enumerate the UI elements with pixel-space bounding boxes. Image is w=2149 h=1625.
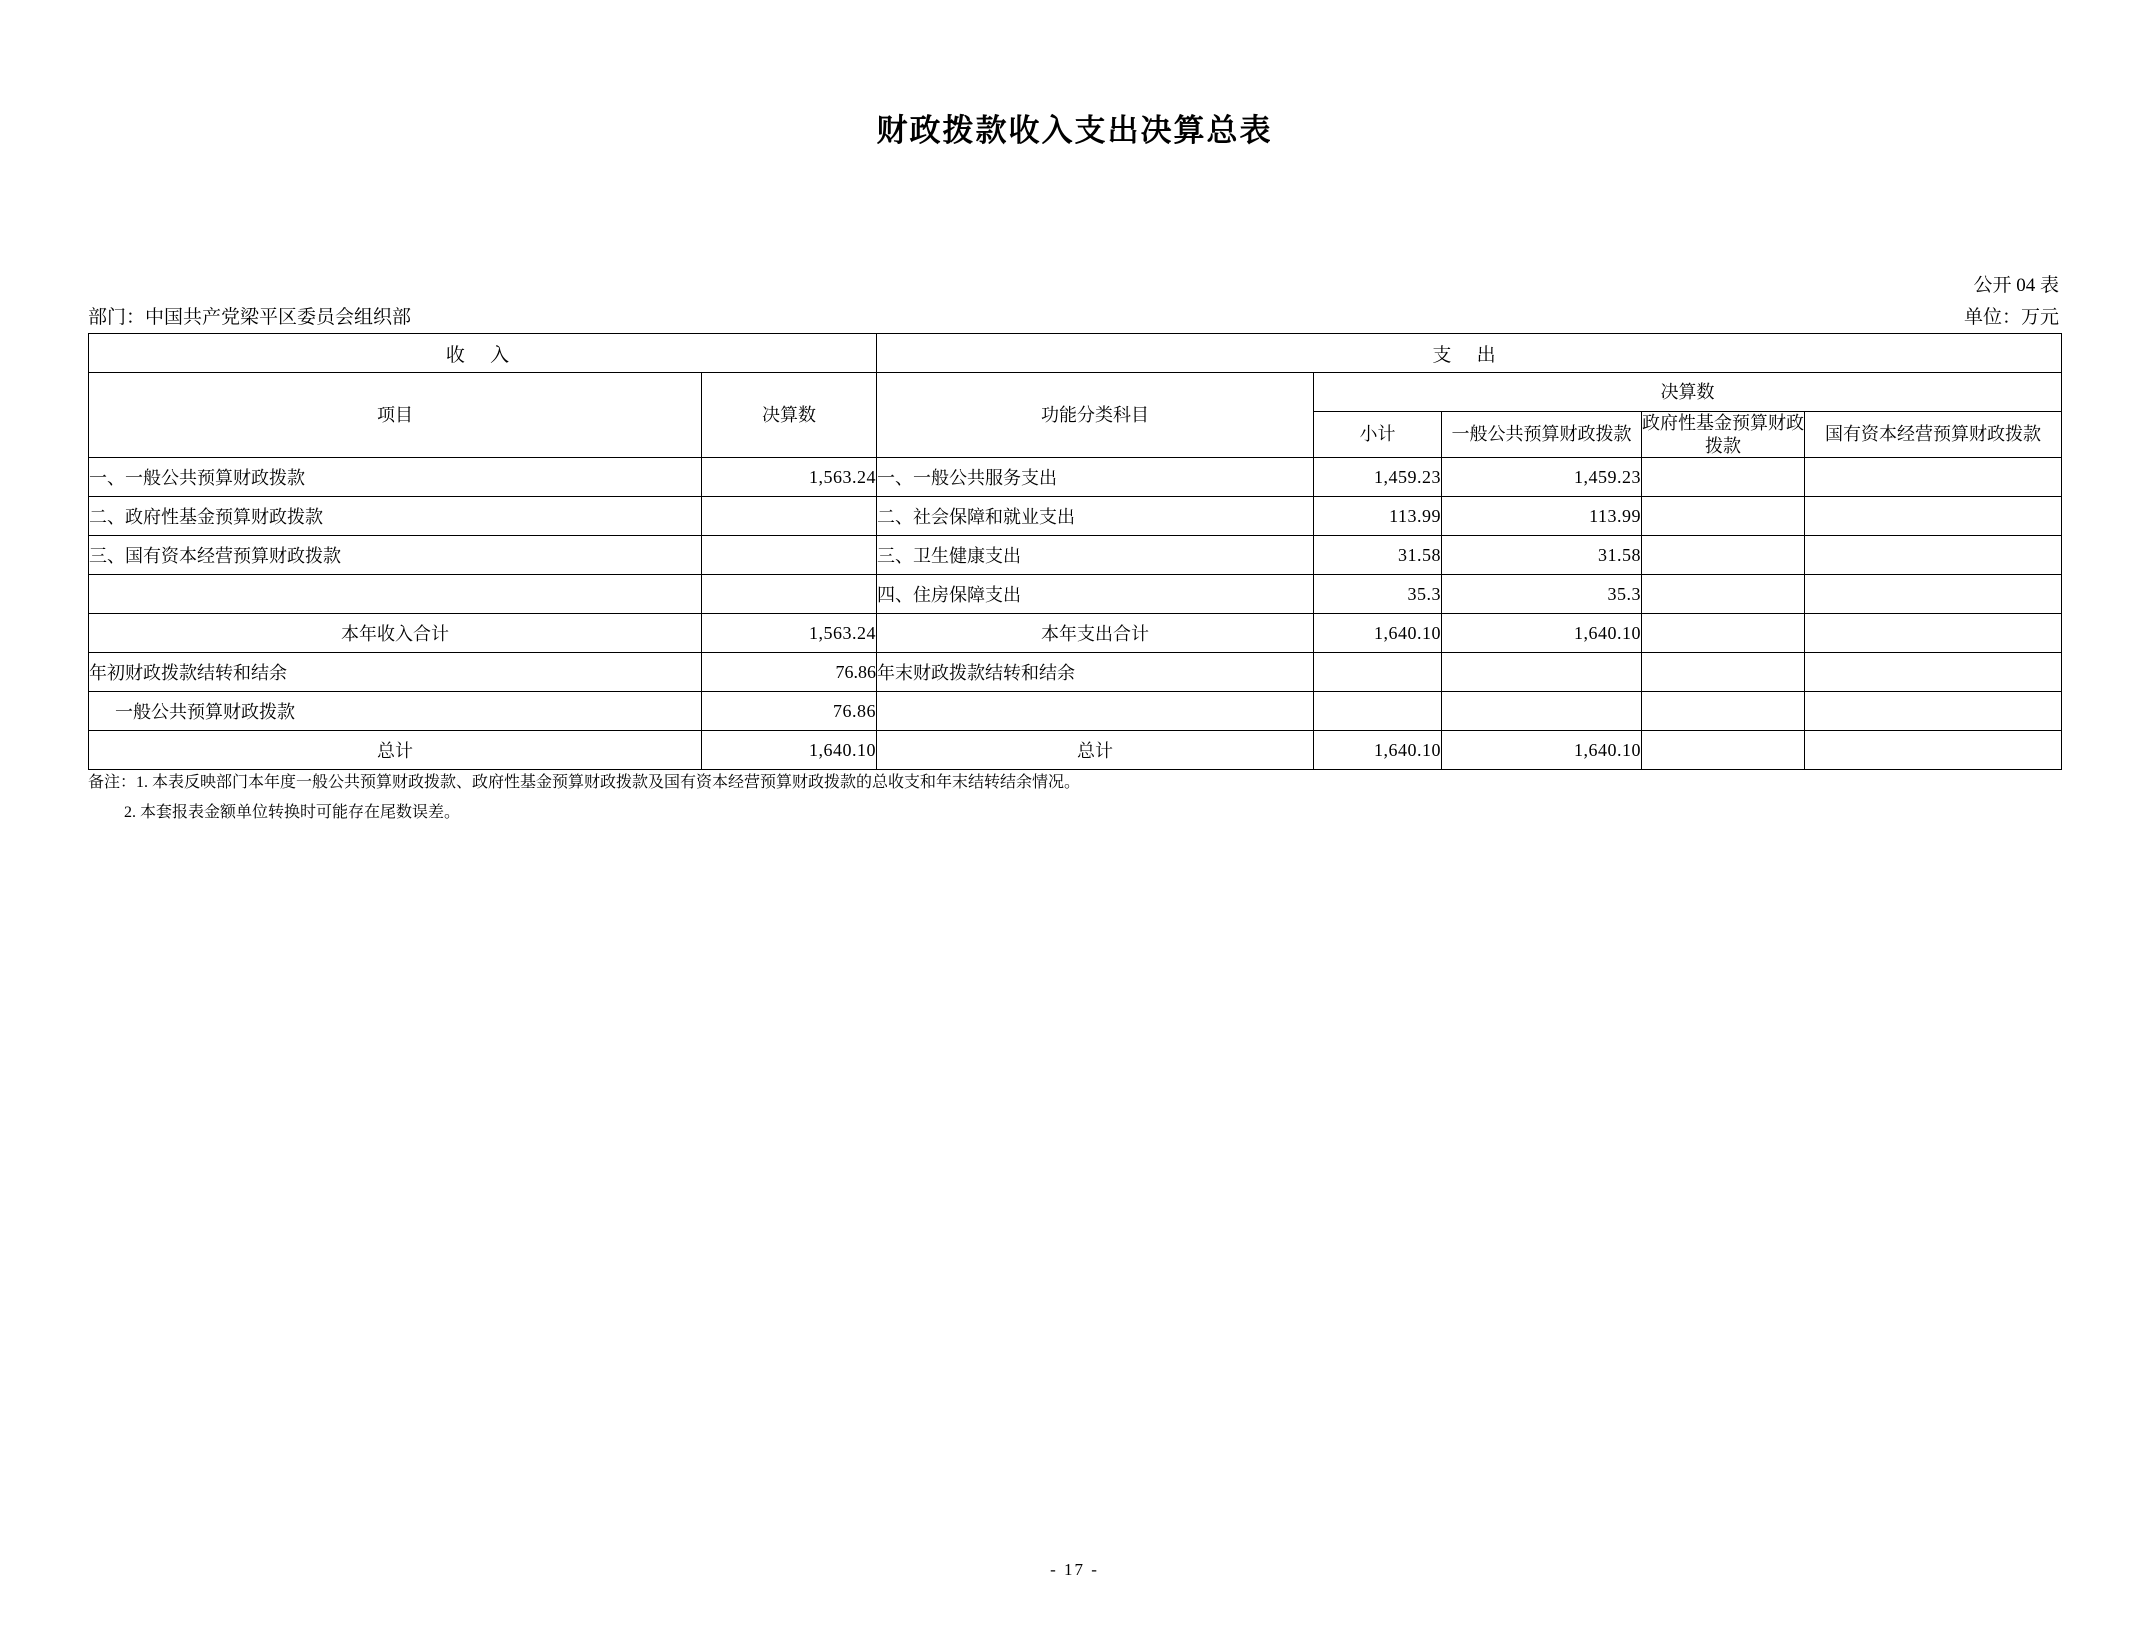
budget-table xyxy=(88,333,2062,770)
grand-total-expense-fund xyxy=(1642,731,1805,770)
table-row-grand-total xyxy=(89,731,2062,770)
carryover-end-general xyxy=(1442,653,1642,692)
expense-subtotal: 1,459.23 xyxy=(1314,458,1442,497)
income-label: 三、国有资本经营预算财政拨款 xyxy=(89,536,702,575)
expense-fund xyxy=(1642,497,1805,536)
table-row-carryover-detail xyxy=(89,692,2062,731)
expense-fund xyxy=(1642,575,1805,614)
grand-total-expense-general: 1,640.10 xyxy=(1442,731,1642,770)
table-row-total-year xyxy=(89,614,2062,653)
header-general-public-budget: 一般公共预算财政拨款 xyxy=(1442,412,1642,458)
expense-fund xyxy=(1642,458,1805,497)
income-value xyxy=(702,575,877,614)
header-expense-category: 功能分类科目 xyxy=(877,373,1314,458)
table-row xyxy=(89,575,2062,614)
expense-label: 二、社会保障和就业支出 xyxy=(877,497,1314,536)
grand-total-expense-capital xyxy=(1805,731,2062,770)
header-gov-fund-budget: 政府性基金预算财政拨款 xyxy=(1642,413,1804,456)
carryover-detail-label: 一般公共预算财政拨款 xyxy=(89,692,702,731)
expense-fund xyxy=(1642,536,1805,575)
year-expense-total-general: 1,640.10 xyxy=(1442,614,1642,653)
year-expense-total-capital xyxy=(1805,614,2062,653)
meta-row xyxy=(88,302,2059,329)
income-value xyxy=(702,497,877,536)
expense-capital xyxy=(1805,575,2062,614)
header-income-item: 项目 xyxy=(89,373,702,458)
table-row xyxy=(89,458,2062,497)
empty-cell xyxy=(1642,692,1805,731)
year-income-total-value: 1,563.24 xyxy=(702,614,877,653)
carryover-detail-value: 76.86 xyxy=(702,692,877,731)
expense-label: 四、住房保障支出 xyxy=(877,575,1314,614)
carryover-end-label: 年末财政拨款结转和结余 xyxy=(877,653,1314,692)
income-value: 1,563.24 xyxy=(702,458,877,497)
expense-general: 31.58 xyxy=(1442,536,1642,575)
empty-cell xyxy=(1805,692,2062,731)
year-expense-total-label: 本年支出合计 xyxy=(877,614,1314,653)
expense-general: 35.3 xyxy=(1442,575,1642,614)
expense-capital xyxy=(1805,536,2062,575)
table-row-carryover-begin xyxy=(89,653,2062,692)
empty-cell xyxy=(1442,692,1642,731)
year-expense-total-fund xyxy=(1642,614,1805,653)
empty-cell xyxy=(1314,692,1442,731)
table-row xyxy=(89,497,2062,536)
document-page xyxy=(0,105,2149,1625)
table-header-row-1 xyxy=(89,373,2062,412)
carryover-end-fund xyxy=(1642,653,1805,692)
header-expense-final: 决算数 xyxy=(1314,373,2062,412)
carryover-begin-value: 76.86 xyxy=(702,653,877,692)
expense-subtotal: 31.58 xyxy=(1314,536,1442,575)
header-subtotal: 小计 xyxy=(1314,412,1442,458)
grand-total-expense-label: 总计 xyxy=(877,731,1314,770)
year-expense-total-subtotal: 1,640.10 xyxy=(1314,614,1442,653)
header-income-final: 决算数 xyxy=(702,373,877,458)
expense-general: 113.99 xyxy=(1442,497,1642,536)
page-number: - 17 - xyxy=(1050,1560,1099,1579)
table-row xyxy=(89,536,2062,575)
income-value xyxy=(702,536,877,575)
header-state-capital-budget: 国有资本经营预算财政拨款 xyxy=(1805,412,2062,458)
carryover-end-subtotal xyxy=(1314,653,1442,692)
year-income-total-label: 本年收入合计 xyxy=(89,614,702,653)
carryover-end-capital xyxy=(1805,653,2062,692)
unit-label: 单位：万元 xyxy=(1963,307,2059,328)
expense-subtotal: 113.99 xyxy=(1314,497,1442,536)
expense-capital xyxy=(1805,497,2062,536)
expense-general: 1,459.23 xyxy=(1442,458,1642,497)
department-label: 部门：中国共产党梁平区委员会组织部 xyxy=(88,307,412,328)
empty-cell xyxy=(877,692,1314,731)
notes-block xyxy=(88,768,1080,829)
grand-total-expense-subtotal: 1,640.10 xyxy=(1314,731,1442,770)
carryover-begin-label: 年初财政拨款结转和结余 xyxy=(89,653,702,692)
income-label: 一、一般公共预算财政拨款 xyxy=(89,458,702,497)
expense-label: 三、卫生健康支出 xyxy=(877,536,1314,575)
note-line-2: 2. 本套报表金额单位转换时可能存在尾数误差。 xyxy=(124,804,461,822)
expense-subtotal: 35.3 xyxy=(1314,575,1442,614)
note-line-1: 备注：1. 本表反映部门本年度一般公共预算财政拨款、政府性基金预算财政拨款及国有资本经营预算财政拨款的总收支和年末结转结余情况。 xyxy=(88,774,1081,791)
expense-label: 一、一般公共服务支出 xyxy=(877,458,1314,497)
income-label: 二、政府性基金预算财政拨款 xyxy=(89,497,702,536)
income-group-header: 收 入 xyxy=(89,334,877,373)
grand-total-income-value: 1,640.10 xyxy=(702,731,877,770)
expense-group-header: 支 出 xyxy=(877,334,2062,373)
income-label xyxy=(89,575,702,614)
page-title: 财政拨款收入支出决算总表 xyxy=(876,113,1273,148)
expense-capital xyxy=(1805,458,2062,497)
sheet-number: 公开 04 表 xyxy=(1973,275,2059,296)
table-group-header-row xyxy=(89,334,2062,373)
grand-total-income-label: 总计 xyxy=(89,731,702,770)
